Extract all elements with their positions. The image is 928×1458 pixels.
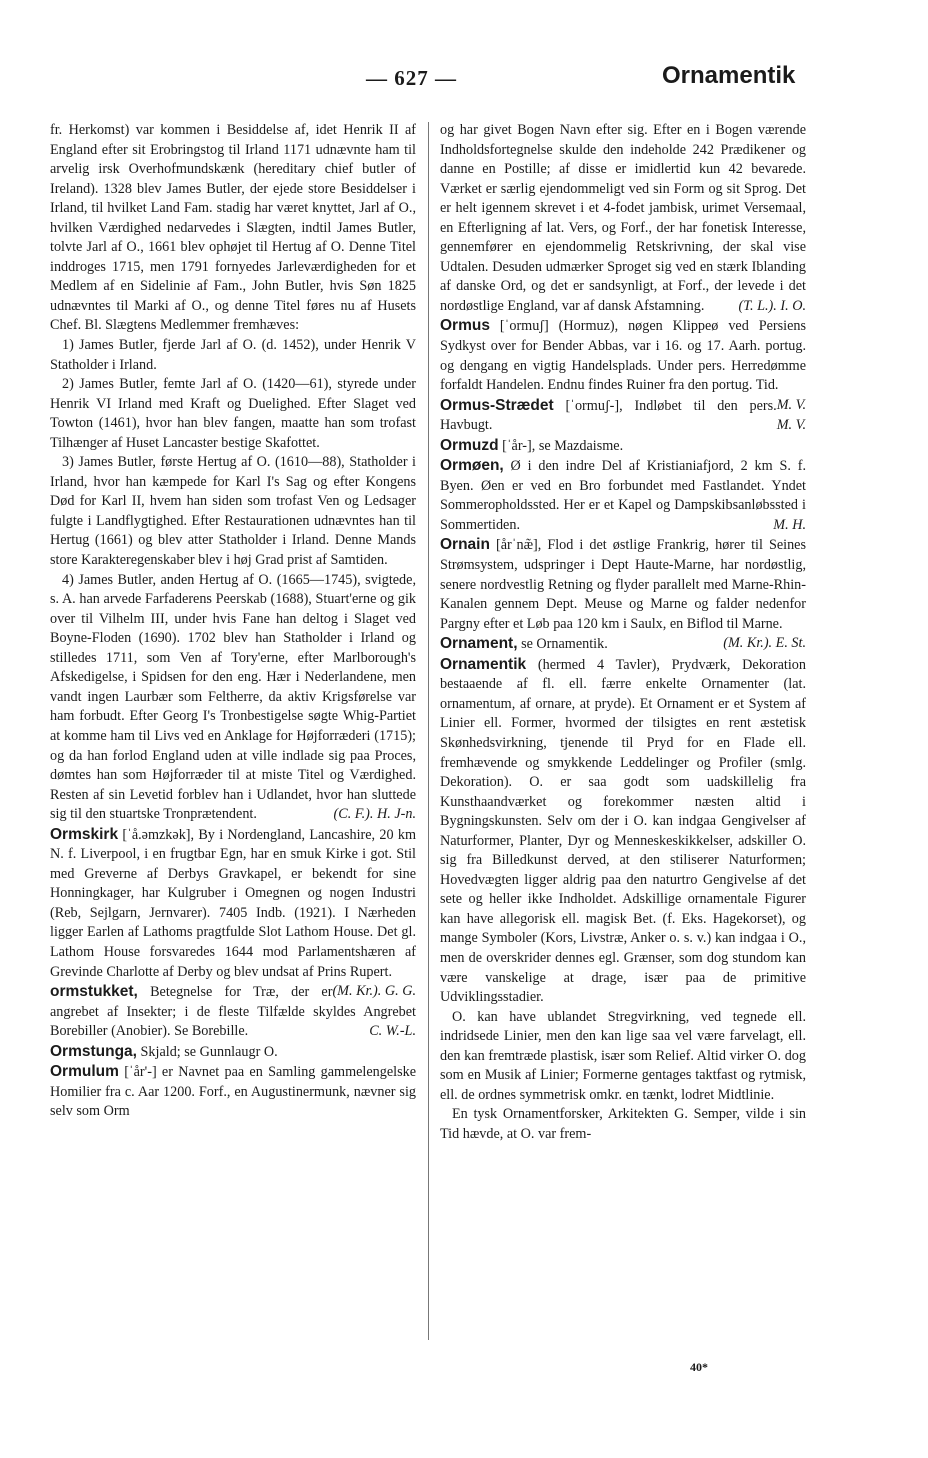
entry-headword: Ornament, <box>440 635 518 653</box>
entry: Ornamentik (hermed 4 Tavler), Prydværk, Dekoration bestaaende af fl. ell. færre enkelte Ornamenter (lat. ornamentum, af ornare, at pryde). Et Ornament er et System af Linier ell. Former, hvormed der tilsigtes en rent æstetisk Skønhedsvirkning, tjenende til Pryd for en Flade ell. fremhævende og smykkende Leddelinger og Profiler (smlg. Dekoration). O. er saa godt som uadskillelig fra Kunsthaandværket og forekommer næsten altid i Bygningskunsten. Selv om der i O. kan indgaa Gengivelser af Naturformer, Planter, Dyr og Menneskeskikkelser, adskiller O. sig fra Billedkunst derved, at den stiliserer Naturformen; Hovedvægten ligger aldrig paa den naturtro Gengivelse af det sete og heller ikke Indholdet. Adskillige ornamentale Figurer kan have allegorisk ell. magisk Bet. (f. Eks. Hagekorset), og mange Symboler (Kors, Livstræ, Anker o. s. v.) kan indgaa i O., men de overskrider dennes egl. Grænser, som dog stundom kan være vanskelige at drage, især paa de primitive Udviklingsstadier. <box>440 655 806 1006</box>
paragraph: 3) James Butler, første Hertug af O. (1610—88), Statholder i Irland, hvor han kæmpede for Karl I's Sag og efter Kongens Død for Karl II, hvem han siden som trofast Ven og Ledsager fulgte i Landflygtighed. Efter Restaurationen udnævntes han til Hertug (1661) og blev atter Statholder i Irland. Denne Mands store Karakteregenskaber blev i høj Grad prist af Samtiden. <box>50 454 416 569</box>
page-number: — 627 — <box>366 66 457 90</box>
entry: ormstukket, Betegnelse for Træ, der er angrebet af Insekter; i de fleste Tilfælde skyldes Angrebet Borebiller (Anobier). Se Borebille. C. W.-L. <box>50 982 416 1042</box>
paragraph: O. kan have ublandet Stregvirkning, ved tegnede ell. indridsede Linier, men den kan lige saa vel være farvelagt, ell. den kan fremtræde plastisk, især som Relief. Altid virker O. dog som en Musik af Linier; Formerne gentages taktfast og rytmisk, ell. de ordnes symmetrisk omkr. en tænkt, lodret Midtlinie. <box>440 1008 806 1103</box>
paragraph: fr. Herkomst) var kommen i Besiddelse af, idet Henrik II af England efter sit Erobringstog til Irland 1171 udnævnte ham til arvelig irsk Overhofmundskænk (hereditary chief butler of Ireland). 1328 blev James Butler, der ejede store Besiddelser i Irland, til hvilket Land Fam. stadig har været knyttet, Jarl af O., hvilken Værdighed nedarvedes i Slægten, indtil James Butler, tolvte Jarl af O., 1661 blev ophøjet til Hertug af O. Denne Titel inddroges 1715, men 1791 fornyedes Jarleværdigheden for et Medlem af en Sidelinie af Fam., John Butler, hvis Søn 1825 udnævntes til Marki af O., og denne Titel føres nu af Husets Chef. Bl. Slægtens Medlemmer fremhæves: <box>50 122 416 334</box>
author-signature: (M. Kr.). G. G. <box>332 983 416 1000</box>
entry: Ormstunga, Skjald; se Gunnlaugr O. <box>50 1042 278 1060</box>
entry: Ornain [årˈnæ̃], Flod i det østlige Frankrig, hører til Seines Strømsystem, udspringer i Dept Haute-Marne, har nordøstlig, senere nordvestlig Retning og flyder parallelt med Marne-Rhin-Kanalen gennem Dept. Meuse og Marne og falder nedenfor Pargny efter et Løb paa 120 km i Saulx, en Biflod til Marne. (M. Kr.). E. St. <box>440 535 806 634</box>
signature-mark: 40* <box>690 1360 708 1374</box>
left-column <box>50 121 416 1122</box>
author-signature: M. V. <box>776 396 806 413</box>
author-signature: C. W.-L. <box>369 1023 416 1040</box>
entry-headword: Ormus <box>440 317 490 335</box>
entry-headword: Ormskirk <box>50 825 119 843</box>
entry-headword: ormstukket, <box>50 983 138 1001</box>
entry: Ormulum [ˈår'-] er Navnet paa en Samling gammelengelske Homilier fra c. Aar 1200. Forf., en Augustinermunk, nævner sig selv som Orm <box>50 1063 416 1120</box>
right-column <box>440 121 806 1144</box>
paragraph: 1) James Butler, fjerde Jarl af O. (d. 1452), under Henrik V Statholder i Irland. <box>50 337 416 373</box>
entry-headword: Ornamentik <box>440 655 527 673</box>
author-signature: (M. Kr.). E. St. <box>723 635 806 652</box>
author-signature: M. H. <box>773 516 806 533</box>
paragraph: 4) James Butler, anden Hertug af O. (1665—1745), svigtede, s. A. han arvede Farfaderens Peerskab (1688), Stuart'erne og gik over til Vilhelm III, under hvis Fane han deltog i Slaget ved Boyne-Floden (1690). 1702 blev han Statholder i Irland og stilledes 1711, som Ven af Tory'erne, efter Marlborough's Afskedigelse, i Spidsen for den eng. Hær i Nederlandene, men vandt ingen Laurbær som Feltherre, da aktiv Krigsførelse var ham forbudt. Efter Georg I's Tronbestigelse søgte Whig-Partiet at komme ham til Livs ved en Anklage for Højforræderi (1715); og da han forlod England uden at ville indlade sig paa Proces, dømtes han som Højforræder til at miste Titel og Værdighed. Resten af sin Levetid forblev han i Udlandet, hvor han sluttede sig til den stuartske Tronprætendent. (C. F.). H. J-n. <box>50 571 416 825</box>
entry-headword: Ormøen, <box>440 457 504 475</box>
column-divider <box>428 122 429 1340</box>
paragraph: 2) James Butler, femte Jarl af O. (1420—61), styrede under Henrik VI Irland med Kraft og Duelighed. Efter Slaget ved Towton (1461), hvor han blev fangen, maatte han som trofast Tilhænger af Huset Lancaster bestige Skafottet. <box>50 376 416 451</box>
author-signature: M. V. <box>776 417 806 434</box>
author-signature: (C. F.). H. J-n. <box>333 806 416 823</box>
paragraph: En tysk Ornamentforsker, Arkitekten G. Semper, vilde i sin Tid hævde, at O. var frem- <box>440 1106 806 1142</box>
entry: Ormus [ˈormuʃ] (Hormuz), nøgen Klippeø ved Persiens Sydkyst over for Bender Abbas, var i 16. og 17. Aarh. portug. og dengang en vigtig Handelsplads. Under pers. Herredømme forfaldt Handelen. Endnu findes Ruiner fra den portug. Tid. M. V. <box>440 316 806 395</box>
entry: Ornament, se Ornamentik. <box>440 635 608 653</box>
author-signature: (T. L.). I. O. <box>738 297 806 314</box>
entry-headword: Ormstunga, <box>50 1042 137 1060</box>
running-head: Ornamentik <box>662 62 796 89</box>
entry: Ormøen, Ø i den indre Del af Kristianiafjord, 2 km S. f. Byen. Øen er ved en Bro forbundet med Fastlandet. Yndet Sommeropholdssted. Her er et Kapel og Dampskibsanløbssted i Sommertiden. M. H. <box>440 456 806 535</box>
paragraph: og har givet Bogen Navn efter sig. Efter en i Bogen værende Indholdsfortegnelse skulde den indeholde 242 Prædikener og danne en Postille; af disse er imidlertid kun 42 bevarede. Værket er særlig ejendommeligt ved sin Form og sit Sprog. Det er helt igennem skrevet i et 4-fodet jambisk, urimet Versemaal, en Efterligning af lat. Vers, og Forf., der har fonetisk Interesse, gennemfører en ejendommelig Retskrivning, der skal vise Udtalen. Desuden udmærker Sproget sig ved en stærk Iblanding af danske Ord, og det er sandsynligt, at Forf., der levede i det nordøstlige England, var af dansk Afstamning. (T. L.). I. O. <box>440 121 806 316</box>
entry-headword: Ornain <box>440 536 490 554</box>
entry: Ormus-Strædet [ˈormuʃ-], Indløbet til den pers. Havbugt. M. V. <box>440 396 806 436</box>
entry-headword: Ormus-Strædet <box>440 396 554 414</box>
entry-headword: Ormuzd <box>440 436 499 454</box>
entry: Ormuzd [ˈår-], se Mazdaisme. <box>440 436 624 454</box>
entry: Ormskirk [ˈå.əmzkək], By i Nordengland, Lancashire, 20 km N. f. Liverpool, i en frugtbar Egn, har en smuk Kirke i got. Stil med Greverne af Derbys Gravkapel, er bekendt for sine Honningkager, har Kulgruber i Omegnen og nogen Industri (Reb, Sejlgarn, Jernvarer). 7405 Indb. (1921). I Nærheden ligger Earlen af Lathoms pragtfulde Slot Lathom House. Det gl. Lathom House forsvaredes 1644 mod Parlamentshæren af Grevinde Charlotte af Derby og blev undsat af Prins Rupert. (M. Kr.). G. G. <box>50 825 416 982</box>
entry-headword: Ormulum <box>50 1063 119 1081</box>
page-header <box>0 62 928 102</box>
